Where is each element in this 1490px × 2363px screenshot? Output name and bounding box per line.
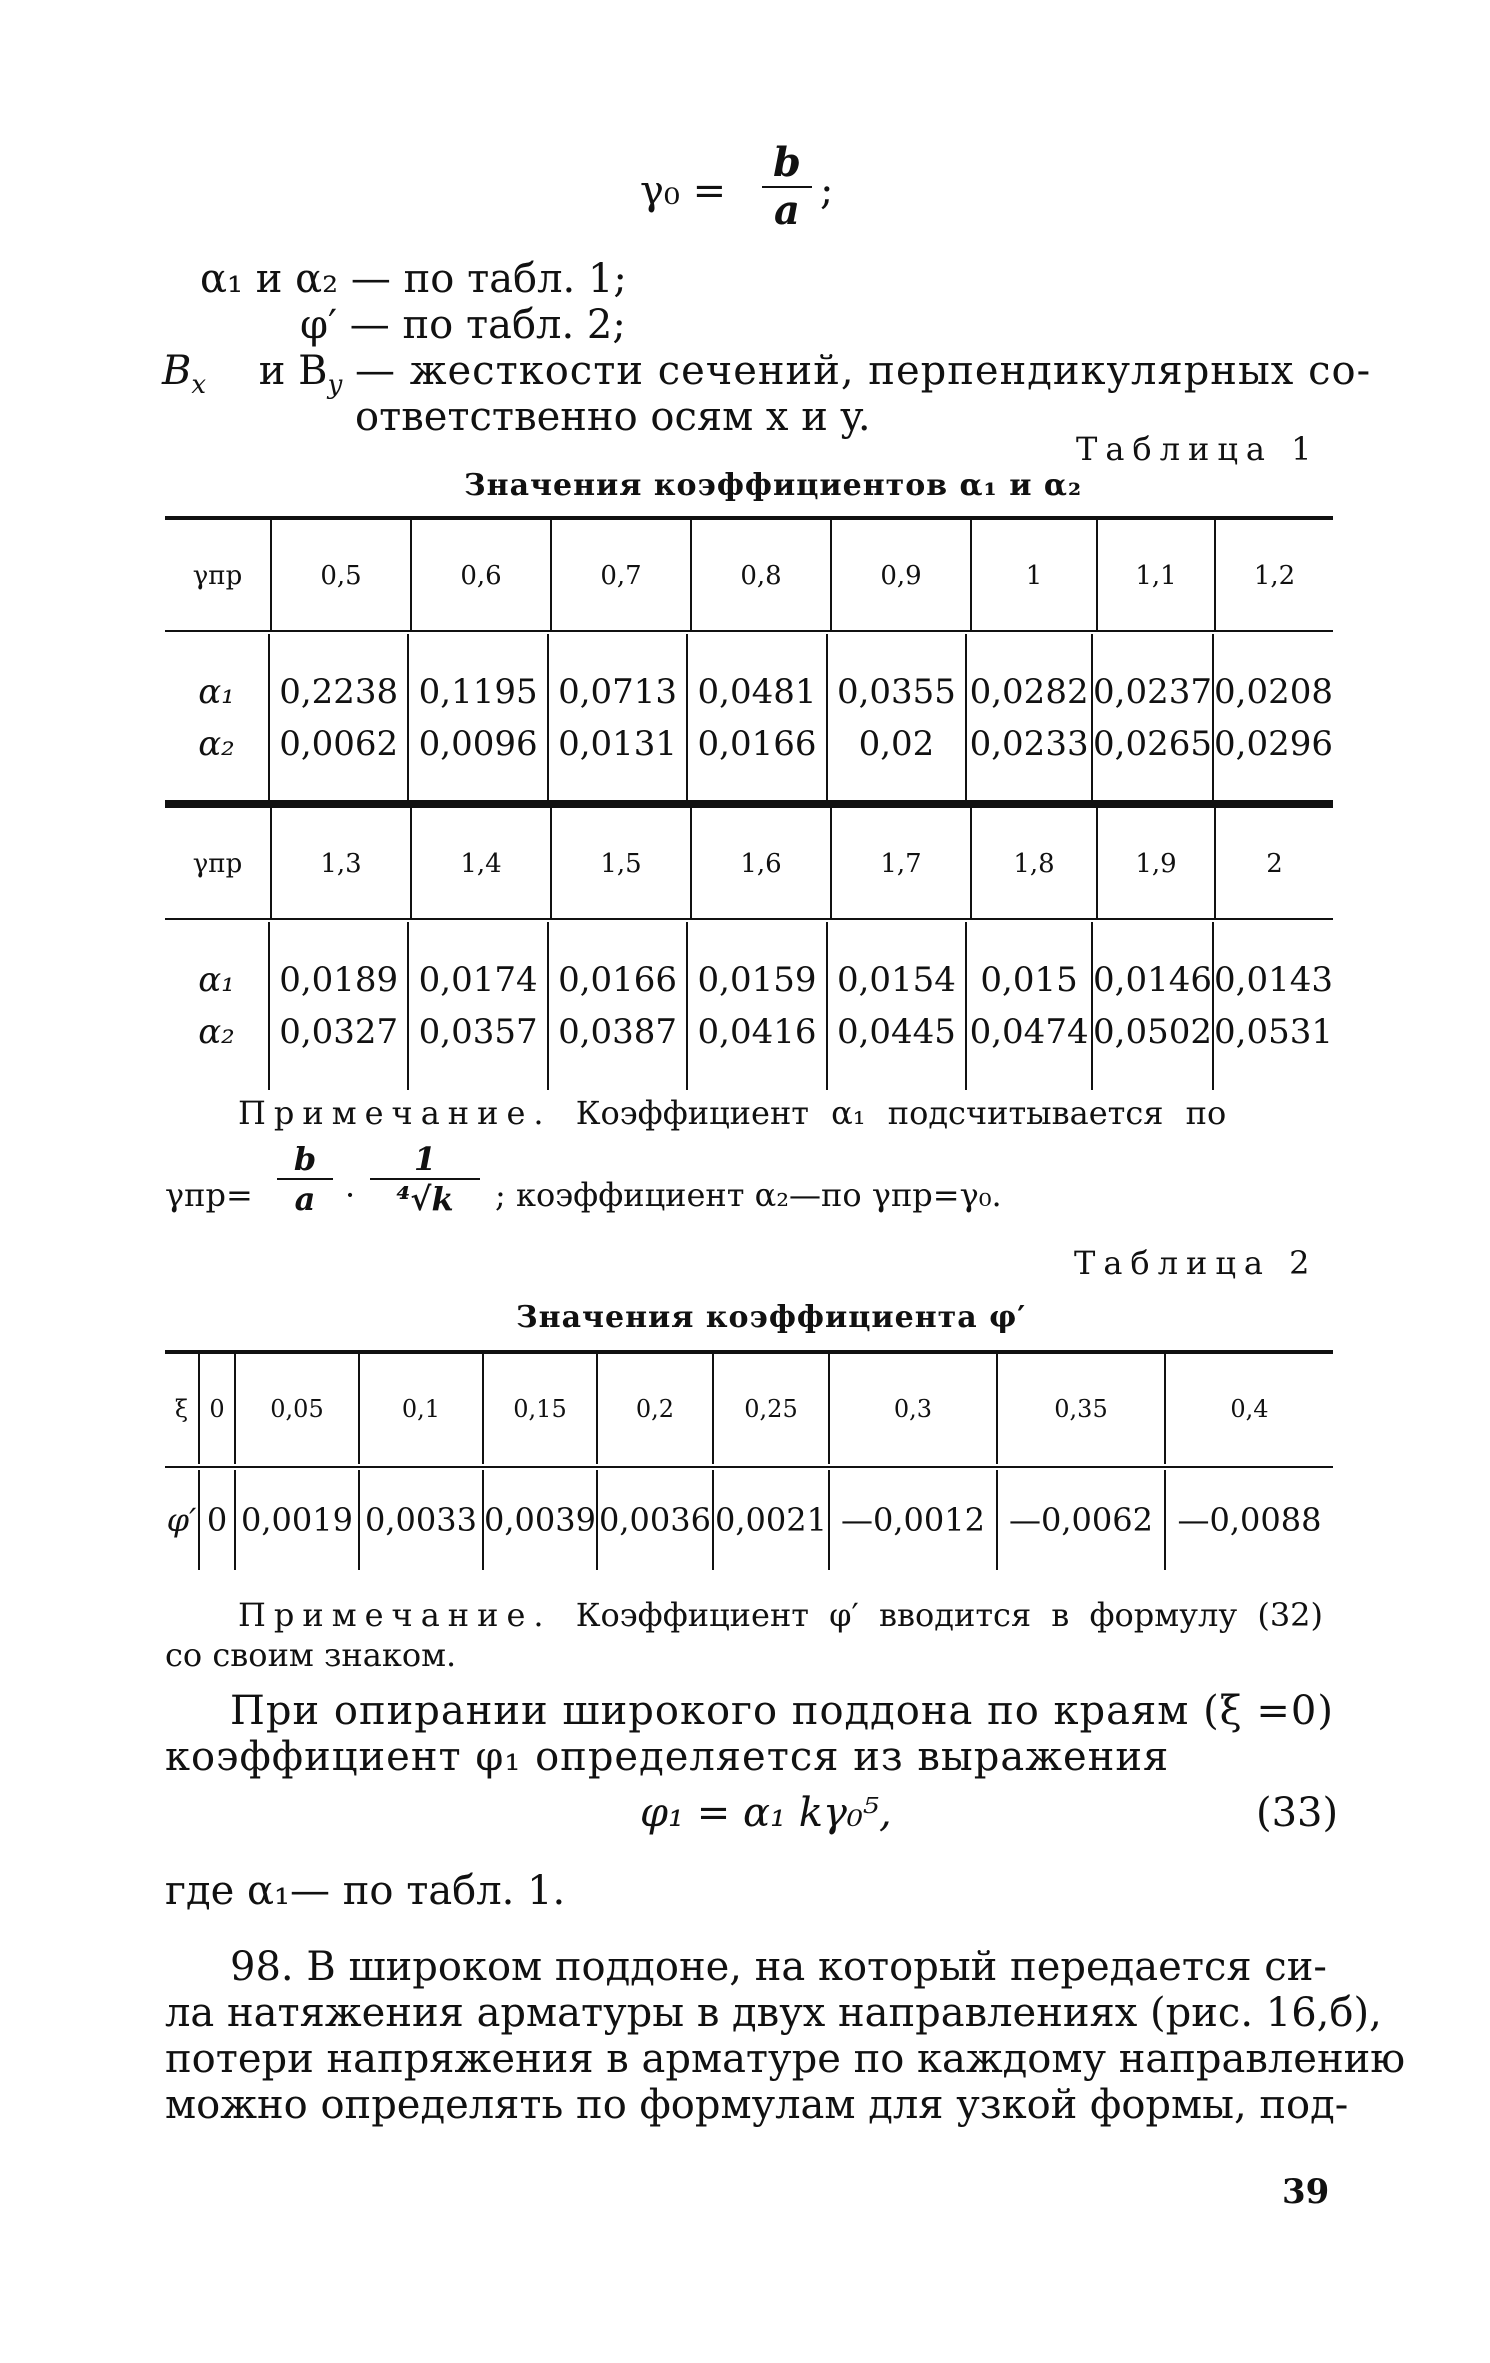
paragraph2-line2: ла натяжения арматуры в двух направлениях (рис. 16,б),	[165, 1990, 1382, 2036]
table1-cell: 1,9	[1097, 808, 1215, 920]
def-line-1: α₁ и α₂ — по табл. 1;	[200, 256, 627, 302]
formula-33: φ₁ = α₁ kγ₀⁵,	[640, 1790, 892, 1836]
table1-note	[238, 1094, 1334, 1132]
table1-cell: 0,0481 0,0166	[687, 634, 826, 802]
def-line-3-text: — жесткости сечений, перпендикулярных со-	[355, 348, 1372, 394]
table2-cell: 0,4	[1165, 1354, 1333, 1464]
table1-cell: 0,6	[411, 520, 551, 632]
table1-cell: 0,5	[271, 520, 411, 632]
table1-cell: 0,0143 0,0531	[1213, 922, 1333, 1090]
table2-xi-label: ξ	[174, 1395, 189, 1423]
formula-gamma0	[640, 140, 900, 240]
table1-values-row-1	[165, 634, 1333, 802]
table2-label: Таблица 2	[1074, 1244, 1318, 1282]
paragraph1-line2: коэффициент φ₁ определяется из выражения	[165, 1734, 1170, 1780]
table1-cell: 0,0154 0,0445	[827, 922, 966, 1090]
page-number: 39	[1282, 2172, 1330, 2212]
table1-cell: 0,0189 0,0327	[269, 922, 408, 1090]
def-line-4: ответственно осям x и y.	[355, 394, 871, 440]
table1-cell: 1,8	[971, 808, 1097, 920]
def-bx-sub: x	[191, 370, 207, 400]
table2-cell: 0	[199, 1354, 235, 1464]
table1-label: Таблица 1	[1076, 430, 1320, 468]
table1-cell: 0,0713 0,0131	[548, 634, 687, 802]
table1-gamma-label-2: γпр	[192, 849, 243, 879]
paragraph2-line1: 98. В широком поддоне, на который передается си-	[230, 1944, 1327, 1990]
table2-cell: —0,0062	[997, 1470, 1165, 1570]
table1-part1-values	[165, 634, 1333, 802]
table1-a2-label: α₂	[198, 724, 235, 764]
table1-cell: 1,1	[1097, 520, 1215, 632]
table1-alpha-labels-2: α₁ α₂	[198, 960, 235, 1052]
table1-cell: 0,0174 0,0357	[408, 922, 547, 1090]
table1-note-text: Коэффициент α₁ подсчитывается по	[575, 1094, 1227, 1132]
table2-note-text: Коэффициент φ′ вводится в формулу (32)	[575, 1596, 1324, 1634]
table2-cell: 0,1	[359, 1354, 483, 1464]
table1-cell: 1	[971, 520, 1097, 632]
note-formula-den1: a	[294, 1180, 316, 1218]
def-line-2: φ′ — по табл. 2;	[300, 302, 626, 348]
table1-cell: 0,7	[551, 520, 691, 632]
table1-part2	[165, 808, 1333, 920]
table2-cell: —0,0012	[829, 1470, 997, 1570]
table1-cell: 0,0159 0,0416	[687, 922, 826, 1090]
table2-cell: 0	[199, 1470, 235, 1570]
note-formula-num1: b	[277, 1140, 333, 1180]
table1-note-label: Примечание.	[238, 1094, 552, 1132]
table1-gamma-label: γпр	[192, 561, 243, 591]
table2-cell: 0,2	[597, 1354, 713, 1464]
table2-cell: 0,15	[483, 1354, 597, 1464]
table2-cell: 0,0019	[235, 1470, 359, 1570]
table2-xi	[165, 1354, 1333, 1464]
table2-note-line2: со своим знаком.	[165, 1636, 457, 1674]
table2-phi	[165, 1470, 1333, 1570]
table1-cell: 0,015 0,0474	[966, 922, 1092, 1090]
table1-cell: 0,0282 0,0233	[966, 634, 1092, 802]
def-by-sub: y	[327, 370, 343, 400]
note-formula-lhs: γпр=	[165, 1176, 253, 1214]
formula-gamma0-den: a	[774, 187, 800, 234]
table2-xi-row	[165, 1354, 1333, 1464]
note-formula-den2: ⁴√k	[396, 1180, 454, 1218]
table1-gamma-row-1	[165, 520, 1333, 632]
paragraph1-line1: При опирании широкого поддона по краям (ξ =0)	[230, 1688, 1334, 1734]
note-formula-num2: 1	[370, 1140, 480, 1180]
table1-cell: 2	[1215, 808, 1333, 920]
table1-values-row-2	[165, 922, 1333, 1090]
table1-cell: 0,0166 0,0387	[548, 922, 687, 1090]
formula-gamma0-lhs: γ₀ =	[640, 168, 727, 214]
table2-cell: 0,3	[829, 1354, 997, 1464]
paragraph2-line3: потери напряжения в арматуре по каждому направлению	[165, 2036, 1406, 2082]
table1-cell: 0,9	[831, 520, 971, 632]
table1-mid-rule-2	[165, 918, 1333, 920]
def-bx: B	[162, 348, 192, 394]
table2-phi-label: φ′	[166, 1501, 197, 1539]
table1-cell: 0,0355 0,02	[827, 634, 966, 802]
table2-note-label: Примечание.	[238, 1596, 552, 1634]
table1-cell: 0,0146 0,0502	[1092, 922, 1213, 1090]
table2-note	[238, 1596, 1334, 1634]
table1-note-formula: γпр= $\frac{b}{a}$ · $\frac{1}{\text{⁴√k}}$ ; коэффициент α₂—по γпр=γ₀.	[165, 1140, 1002, 1218]
table1-cell: 0,0208 0,0296	[1213, 634, 1333, 802]
table1-cell: 0,0237 0,0265	[1092, 634, 1213, 802]
table1-gamma-row-2	[165, 808, 1333, 920]
table1-cell: 0,2238 0,0062	[269, 634, 408, 802]
def-by: и B	[258, 348, 328, 394]
table1-cell: 1,2	[1215, 520, 1333, 632]
formula-33-number: (33)	[1256, 1790, 1339, 1836]
table2-cell: 0,05	[235, 1354, 359, 1464]
table1-cell: 0,1195 0,0096	[408, 634, 547, 802]
table1-alpha-labels	[165, 634, 269, 802]
table2-cell: —0,0088	[1165, 1470, 1333, 1570]
table2-mid-rule	[165, 1466, 1333, 1468]
table2-phi-row	[165, 1470, 1333, 1570]
table1-cell: 0,8	[691, 520, 831, 632]
table2-cell: 0,25	[713, 1354, 829, 1464]
table2-title: Значения коэффициента φ′	[516, 1300, 1027, 1335]
table1-part1	[165, 520, 1333, 632]
formula-gamma0-num: b	[762, 140, 812, 188]
table1-cell: 1,5	[551, 808, 691, 920]
formula-gamma0-tail: ;	[820, 168, 834, 214]
table1-cell: 1,7	[831, 808, 971, 920]
paragraph2-line4: можно определять по формулам для узкой формы, под-	[165, 2082, 1349, 2128]
where-line: где α₁— по табл. 1.	[165, 1868, 566, 1914]
table1-cell: 1,3	[271, 808, 411, 920]
table1-cell: 1,4	[411, 808, 551, 920]
table1-title: Значения коэффициентов α₁ и α₂	[464, 468, 1083, 503]
table2-cell: 0,0021	[713, 1470, 829, 1570]
table2-cell: 0,0036	[597, 1470, 713, 1570]
note-formula-tail: ; коэффициент α₂—по γпр=γ₀.	[495, 1176, 1002, 1214]
table1-double-rule	[165, 800, 1333, 808]
table2-cell: 0,35	[997, 1354, 1165, 1464]
table1-cell: 1,6	[691, 808, 831, 920]
table2-cell: 0,0039	[483, 1470, 597, 1570]
table1-mid-rule-1	[165, 630, 1333, 632]
table1-a1-label: α₁	[198, 672, 235, 712]
table1-part2-values	[165, 922, 1333, 1090]
table2-cell: 0,0033	[359, 1470, 483, 1570]
